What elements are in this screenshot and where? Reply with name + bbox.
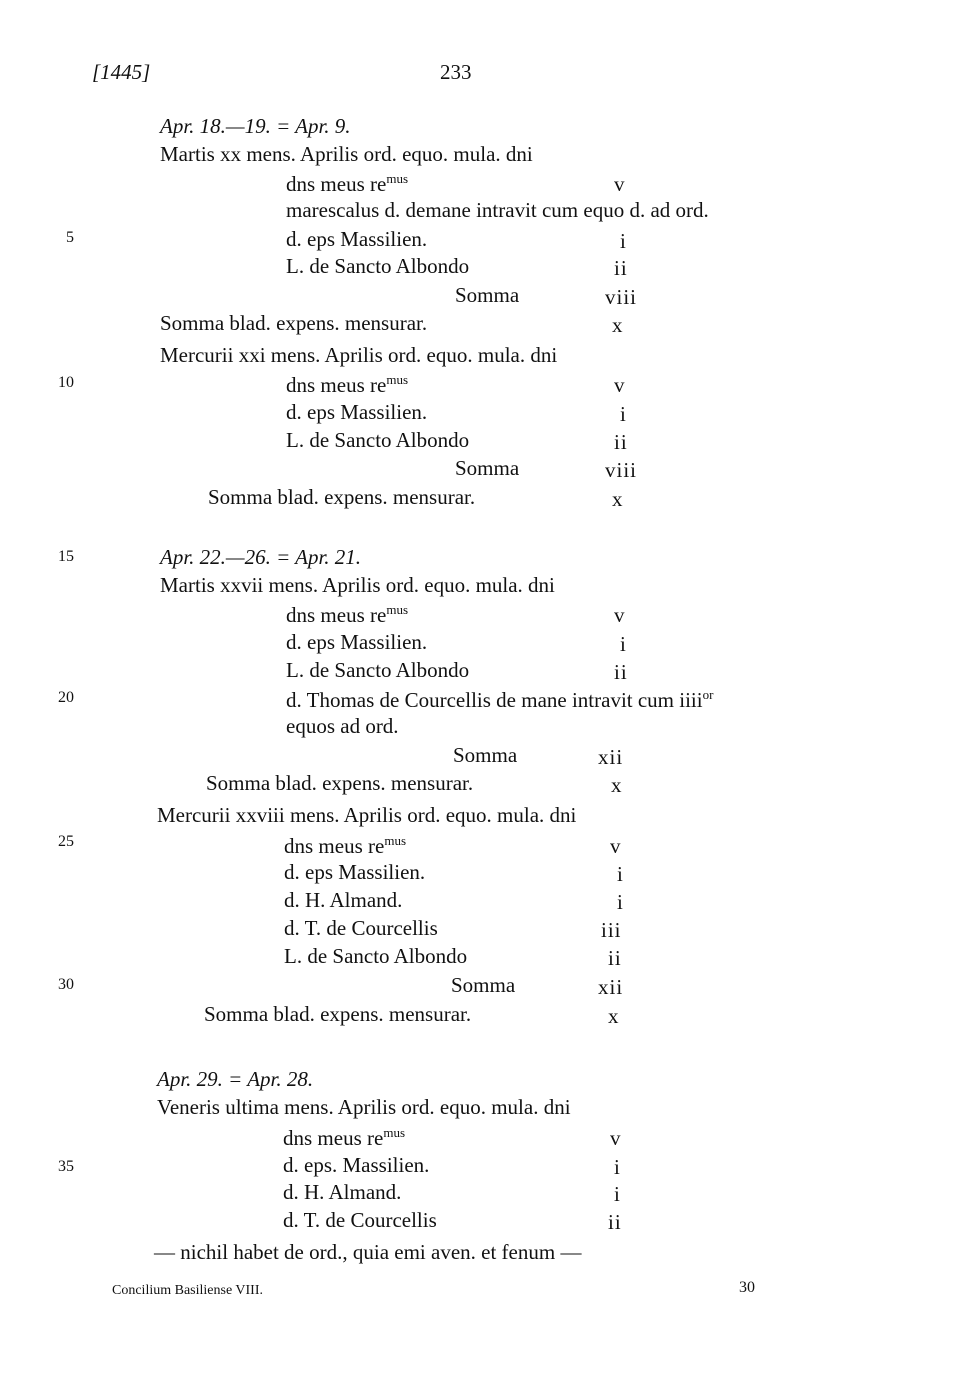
day-intro: Veneris ultima mens. Aprilis ord. equo. mula. dni bbox=[157, 1095, 571, 1119]
entry-name: dns meus $re^{mus}$ bbox=[283, 1125, 405, 1150]
line-number: 25 bbox=[58, 833, 74, 850]
entry-count: v bbox=[614, 603, 626, 627]
day-intro: Martis xxvii mens. Aprilis ord. equo. mula. dni bbox=[160, 573, 555, 597]
entry-count: v bbox=[610, 1126, 622, 1150]
somma-label: Somma bbox=[455, 283, 520, 307]
entry-count: ii bbox=[608, 946, 622, 970]
somma-value: viii bbox=[605, 458, 638, 482]
entry-name: d. H. Almand. bbox=[283, 1180, 402, 1204]
page-number: 233 bbox=[440, 60, 472, 84]
entry-count: i bbox=[620, 229, 627, 253]
note-line: — nichil habet de ord., quia emi aven. et fenum — bbox=[154, 1240, 582, 1264]
somma-label: Somma bbox=[455, 456, 520, 480]
section-date: Apr. 22.—26. = Apr. 21. bbox=[160, 545, 362, 569]
blad-label: Somma blad. expens. mensurar. bbox=[206, 771, 474, 795]
somma-label: Somma bbox=[453, 743, 518, 767]
entry-name: L. de Sancto Albondo bbox=[286, 658, 470, 682]
entry-name: L. de Sancto Albondo bbox=[284, 944, 468, 968]
somma-value: viii bbox=[605, 285, 638, 309]
entry-count: ii bbox=[608, 1210, 622, 1234]
entry-count: ii bbox=[614, 430, 628, 454]
line-number: 20 bbox=[58, 689, 74, 706]
blad-value: x bbox=[611, 773, 623, 797]
entry-count: ii bbox=[614, 660, 628, 684]
section-date: Apr. 18.—19. = Apr. 9. bbox=[160, 114, 351, 138]
day-intro: Mercurii xxviii mens. Aprilis ord. equo. mula. dni bbox=[157, 803, 577, 827]
header-year: [1445] bbox=[92, 60, 151, 84]
entry-name: d. Thomas de Courcellis de mane intravit cum iiii$^{or}$ bbox=[286, 687, 714, 712]
footer-signature: Concilium Basiliense VIII. bbox=[112, 1283, 263, 1298]
sheet-number: 30 bbox=[739, 1279, 755, 1296]
blad-label: Somma blad. expens. mensurar. bbox=[204, 1002, 472, 1026]
entry-name: d. eps Massilien. bbox=[286, 227, 428, 251]
entry-name: L. de Sancto Albondo bbox=[286, 428, 470, 452]
line-number: 30 bbox=[58, 976, 74, 993]
entry-name: marescalus d. demane intravit cum equo d. ad ord. bbox=[286, 198, 709, 222]
line-number: 5 bbox=[66, 229, 74, 246]
entry-name: dns meus $re^{mus}$ bbox=[286, 171, 408, 196]
line-number: 35 bbox=[58, 1158, 74, 1175]
somma-value: xii bbox=[598, 745, 624, 769]
somma-label: Somma bbox=[451, 973, 516, 997]
entry-name: d. eps Massilien. bbox=[286, 630, 428, 654]
day-intro: Mercurii xxi mens. Aprilis ord. equo. mula. dni bbox=[160, 343, 558, 367]
entry-name: d. H. Almand. bbox=[284, 888, 403, 912]
entry-name: d. eps Massilien. bbox=[284, 860, 426, 884]
entry-count: i bbox=[614, 1182, 621, 1206]
entry-count: iii bbox=[601, 918, 622, 942]
entry-name: d. T. de Courcellis bbox=[283, 1208, 437, 1232]
blad-value: x bbox=[612, 313, 624, 337]
entry-count: ii bbox=[614, 256, 628, 280]
blad-value: x bbox=[608, 1004, 620, 1028]
somma-value: xii bbox=[598, 975, 624, 999]
entry-name: L. de Sancto Albondo bbox=[286, 254, 470, 278]
entry-count: v bbox=[610, 834, 622, 858]
entry-count: i bbox=[614, 1155, 621, 1179]
blad-value: x bbox=[612, 487, 624, 511]
entry-name: equos ad ord. bbox=[286, 714, 399, 738]
entry-count: i bbox=[617, 890, 624, 914]
entry-name: dns meus $re^{mus}$ bbox=[286, 602, 408, 627]
day-intro: Martis xx mens. Aprilis ord. equo. mula. dni bbox=[160, 142, 533, 166]
blad-label: Somma blad. expens. mensurar. bbox=[160, 311, 428, 335]
blad-label: Somma blad. expens. mensurar. bbox=[208, 485, 476, 509]
entry-count: i bbox=[620, 402, 627, 426]
entry-count: v bbox=[614, 172, 626, 196]
entry-count: i bbox=[617, 862, 624, 886]
entry-count: i bbox=[620, 632, 627, 656]
entry-count: v bbox=[614, 373, 626, 397]
section-date: Apr. 29. = Apr. 28. bbox=[157, 1067, 314, 1091]
entry-name: dns meus $re^{mus}$ bbox=[284, 833, 406, 858]
entry-name: d. eps Massilien. bbox=[286, 400, 428, 424]
entry-name: d. eps. Massilien. bbox=[283, 1153, 430, 1177]
line-number: 15 bbox=[58, 548, 74, 565]
entry-name: dns meus $re^{mus}$ bbox=[286, 372, 408, 397]
entry-name: d. T. de Courcellis bbox=[284, 916, 438, 940]
line-number: 10 bbox=[58, 374, 74, 391]
